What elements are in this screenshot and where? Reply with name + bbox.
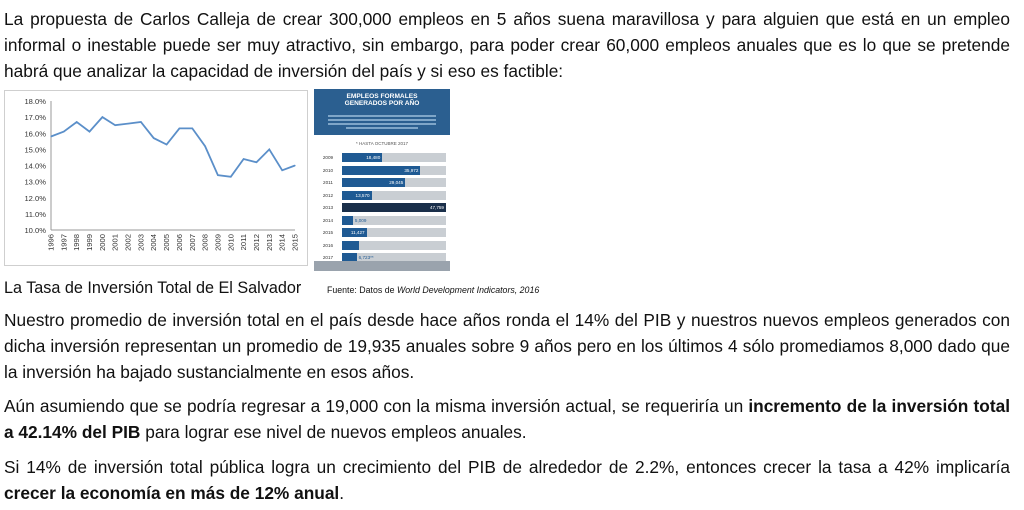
infographic-row-2009 xyxy=(314,153,450,162)
data-point xyxy=(243,158,244,159)
infographic-year-label: 2012 xyxy=(322,192,334,198)
infographic-year-label: 2011 xyxy=(323,180,333,185)
data-point xyxy=(192,128,193,129)
infographic-year-label: 2013 xyxy=(322,205,334,210)
y-tick-label: 10.0% xyxy=(24,226,46,235)
infographic-year-label: 2015 xyxy=(322,230,334,235)
y-tick-label: 18.0% xyxy=(24,97,46,106)
investment-rate-series-line xyxy=(51,117,295,177)
infographic-note: * HASTA OCTUBRE 2017 xyxy=(356,141,408,146)
x-tick-label: 2004 xyxy=(149,234,159,251)
data-point xyxy=(294,165,295,166)
data-point xyxy=(179,128,180,129)
x-tick-label: 2009 xyxy=(213,234,223,251)
x-tick-label: 2003 xyxy=(136,234,146,251)
x-tick-label: 2015 xyxy=(290,234,300,251)
y-tick-label: 17.0% xyxy=(24,113,46,123)
infographic-year-label: 2017 xyxy=(322,255,334,260)
y-tick-label: 14.0% xyxy=(24,161,46,171)
x-tick-label: 2008 xyxy=(200,234,210,251)
infographic-row-2011 xyxy=(314,178,450,187)
infographic-bar xyxy=(342,216,353,225)
data-point xyxy=(269,149,270,150)
y-tick-label: 13.0% xyxy=(24,177,46,187)
data-point xyxy=(102,117,103,118)
infographic-row-2015 xyxy=(314,228,450,237)
formal-jobs-infographic xyxy=(314,89,450,271)
infographic-title-line1: EMPLEOS FORMALES xyxy=(346,93,418,100)
infographic-year-label: 2009 xyxy=(322,155,334,160)
infographic-row-2014 xyxy=(314,216,450,225)
intro-paragraph: La propuesta de Carlos Calleja de crear 300,000 empleos en 5 años suena maravillosa y para alguien que está en un empleo informal o inestable puede ser muy atractivo, sin embargo, para poder crear 60,000 empleos anuales que es lo que se pretende habrá que analizar la capacidad de inversión del país y si eso es factible: xyxy=(4,9,1010,81)
x-tick-label: 2010 xyxy=(226,234,236,251)
x-tick-label: 2006 xyxy=(174,234,184,251)
data-point xyxy=(115,125,116,126)
data-point xyxy=(89,131,90,132)
data-point xyxy=(153,137,154,138)
x-tick-label: 1996 xyxy=(46,234,56,251)
x-tick-label: 2014 xyxy=(277,234,287,251)
infographic-header xyxy=(314,89,450,135)
x-tick-label: 1997 xyxy=(59,234,69,251)
infographic-value-label: 35,972 xyxy=(404,167,419,173)
y-tick-label: 12.0% xyxy=(24,193,46,203)
data-point xyxy=(256,162,257,163)
infographic-year-label: 2010 xyxy=(322,167,334,173)
paragraph-average-investment: Nuestro promedio de inversión total en el país desde hace años ronda el 14% del PIB y nuestros nuevos empleos generados con dicha inversión representan un promedio de 19,935 anuales sobre 9 años pero en los últimos 4 sólo promediamos 8,000 dado que la inversión ha bajado sustancialmente en esos años. xyxy=(4,310,1010,382)
x-tick-label: 2013 xyxy=(264,234,274,251)
infographic-value-label: 5,009 xyxy=(354,217,367,223)
infographic-row-2016 xyxy=(314,241,450,250)
data-point xyxy=(127,123,128,124)
infographic-row-2012 xyxy=(314,191,450,200)
chart-caption: La Tasa de Inversión Total de El Salvador xyxy=(4,279,302,297)
data-point xyxy=(217,175,218,176)
data-point xyxy=(282,170,283,171)
infographic-value-label: 18,480 xyxy=(366,155,381,160)
y-tick-label: 11.0% xyxy=(25,209,46,219)
x-tick-label: 2012 xyxy=(251,234,261,251)
x-tick-label: 2000 xyxy=(97,234,107,251)
infographic-value-label: 13,570 xyxy=(355,192,370,198)
investment-rate-line-chart-svg xyxy=(5,91,307,265)
infographic-title-line2: GENERADOS POR AÑO xyxy=(344,100,420,107)
infographic-row-2010 xyxy=(314,166,450,175)
infographic-year-label: 2016 xyxy=(322,242,334,248)
infographic-value-label: 6,723** xyxy=(358,255,374,260)
y-tick-label: 16.0% xyxy=(24,129,46,139)
infographic-bar xyxy=(342,241,359,250)
investment-rate-chart xyxy=(4,90,308,266)
data-point xyxy=(50,136,51,137)
infographic-subtitle-blur xyxy=(322,113,442,129)
x-tick-label: 2007 xyxy=(187,234,197,251)
infographic-value-label: 11,427 xyxy=(350,230,365,235)
infographic-value-label: 47,759 xyxy=(429,205,444,210)
infographic-year-label: 2014 xyxy=(322,217,334,223)
data-point xyxy=(63,131,64,132)
x-tick-label: 2002 xyxy=(123,234,133,251)
x-tick-label: 2005 xyxy=(162,234,172,251)
data-point xyxy=(166,144,167,145)
infographic-row-2013 xyxy=(314,203,450,212)
data-point xyxy=(140,121,141,122)
paragraph-investment-increase: Aún asumiendo que se podría regresar a 19,000 con la misma inversión actual, se requeriría un incremento de la inversión total a 42.14% del PIB para lograr ese nivel de nuevos empleos anuales. xyxy=(4,396,1010,442)
infographic-footer xyxy=(314,261,450,271)
chart-source: Fuente: Datos de World Development Indicators, 2016 xyxy=(327,285,540,295)
paragraph-economic-growth: Si 14% de inversión total pública logra un crecimiento del PIB de alrededor de 2.2%, entonces crecer la tasa a 42% implicaría crecer la economía en más de 12% anual. xyxy=(4,457,1010,503)
data-point xyxy=(230,176,231,177)
x-tick-label: 2001 xyxy=(110,234,120,251)
x-tick-label: 1999 xyxy=(85,234,95,251)
data-point xyxy=(76,121,77,122)
x-tick-label: 1998 xyxy=(72,234,82,251)
infographic-value-label: 29,045 xyxy=(389,180,404,185)
y-tick-label: 15.0% xyxy=(24,145,46,155)
data-point xyxy=(205,146,206,147)
x-tick-label: 2011 xyxy=(239,234,249,251)
